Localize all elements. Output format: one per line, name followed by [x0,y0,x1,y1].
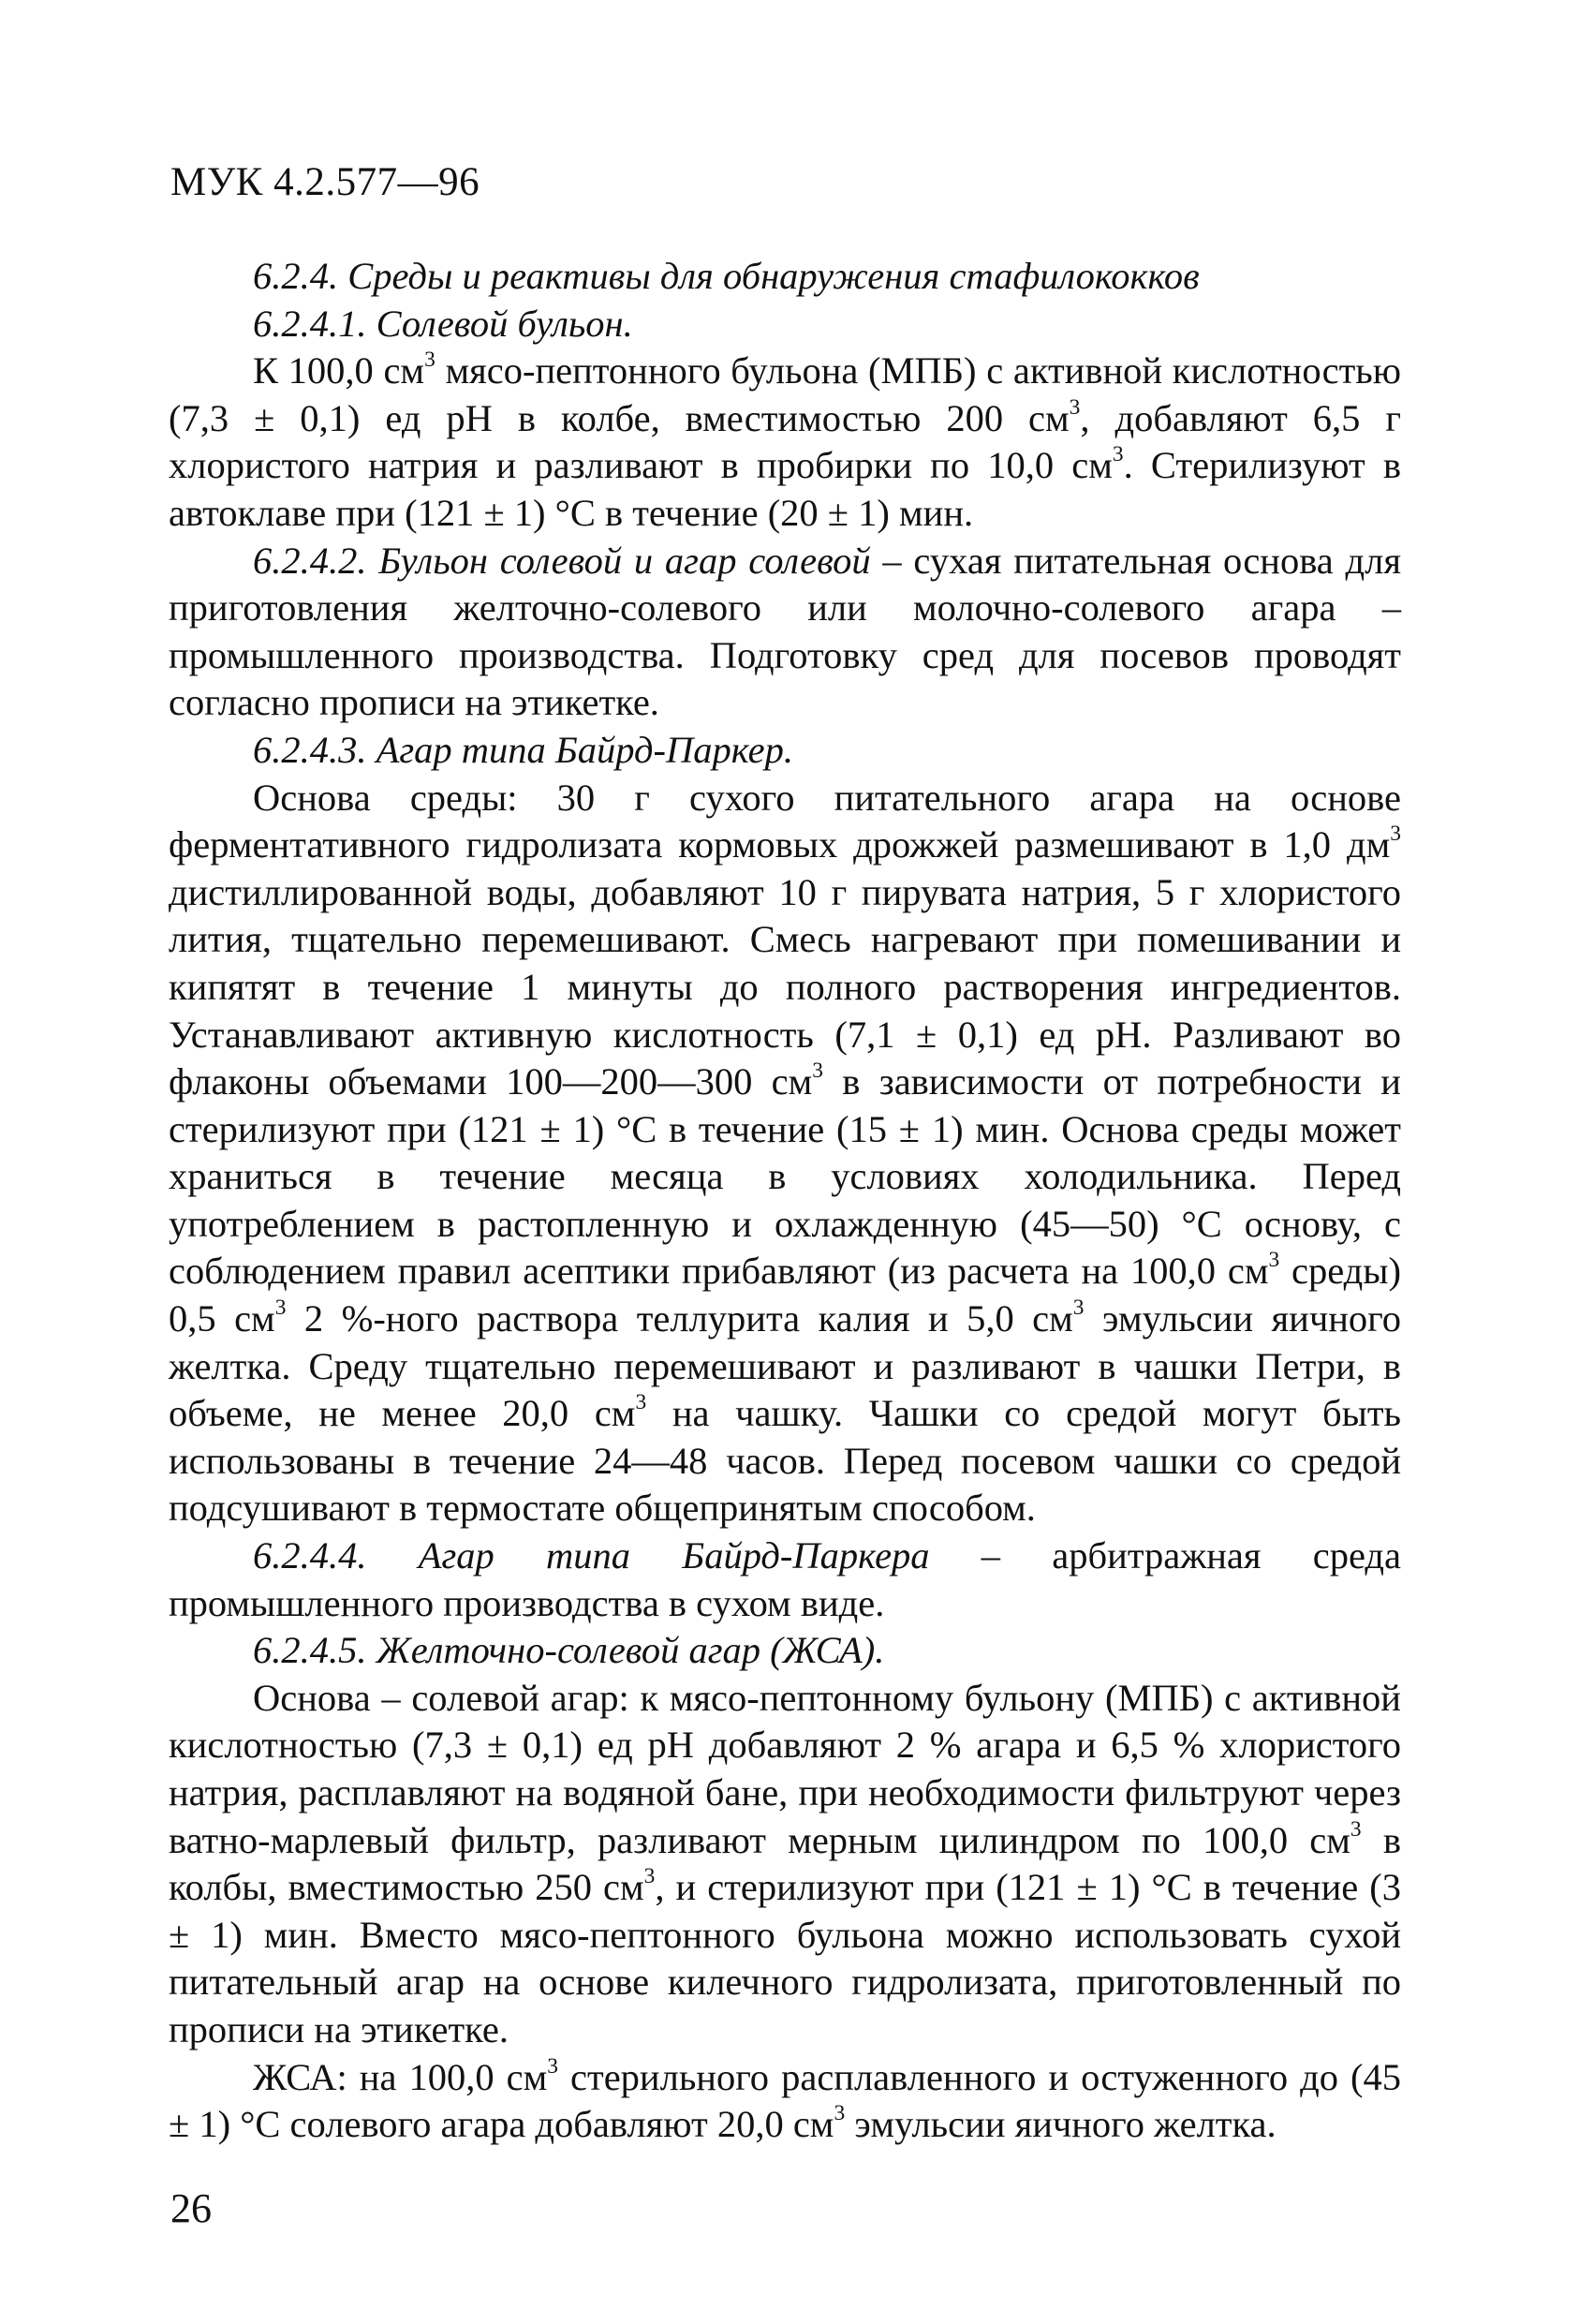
section-title: 6.2.4.1. Солевой бульон. [253,302,633,345]
paragraph: 6.2.4.2. Бульон солевой и агар солевой – сухая питательная основа для приготовления желточно-солевого или молочно-солевого агара – промышленного производства. Подготовку сред для посевов проводят согласно прописи на этикетке. [169,539,1401,724]
document-body [169,253,1401,2149]
section-title: 6.2.4.3. Агар типа Байрд-Паркер. [253,728,794,771]
section-title: 6.2.4.5. Желточно-солевой агар (ЖСА). [253,1629,885,1672]
superscript: 3 [547,2053,558,2079]
paragraph: Основа – солевой агар: к мясо-пептонному бульону (МПБ) с активной кислотностью (7,3 ± 0,1) ед рН добавляют 2 % агара и 6,5 % хлористого натрия, расплавляют на водяной бане, при необходимости фильтруют через ватно-марлевый фильтр, разливают мерным цилиндром по 100,0 $см^3$ в колбы, вместимостью 250 $см^3$, и стерилизуют при (121 ± 1) °С в течение (3 ± 1) мин. Вместо мясо-пептонного бульона можно использовать сухой питательный агар на основе килечного гидролизата, приготовленный по прописи на этикетке. [169,1676,1402,2050]
paragraph: ЖСА: на 100,0 $см^3$ стерильного расплавленного и остуженного до (45 ± 1) °С солевого агара добавляют 20,0 $см^3$ эмульсии яичного желтка. [169,2053,1402,2146]
section-title: 6.2.4.4. Агар типа Байрд-Паркера [253,1534,930,1577]
section-title: 6.2.4. Среды и реактивы для обнаружения стафилококков [253,255,1200,297]
superscript: 3 [274,1295,287,1321]
running-head: МУК 4.2.577—96 [170,160,480,204]
superscript: 3 [812,1058,824,1084]
page-number: 26 [170,2185,212,2231]
superscript: 3 [424,348,435,373]
section-6-2-4-heading [169,253,1401,301]
paragraph: К 100,0 $см^3$ мясо-пептонного бульона (МПБ) с активной кислотностью (7,3 ± 0,1) ед рН в колбе, вместимостью 200 $см^3$, добавляют 6,5 г хлористого натрия и разливают в пробирки по 10,0 $см^3$. Стерилизуют в автоклаве при (121 ± 1) °С в течение (20 ± 1) мин. [169,348,1401,534]
superscript: 3 [1112,442,1124,467]
paragraph: Основа среды: 30 г сухого питательного агара на основе ферментативного гидролизата кормовых дрожжей размешивают в 1,0 $дм^3$ дистиллированной воды, добавляют 10 г пирувата натрия, 5 г хлористого лития, тщательно перемешивают. Смесь нагревают при помешивании и кипятят в течение 1 минуты до полного растворения ингредиентов. Устанавливают активную кислотность (7,1 ± 0,1) ед рН. Разливают во флаконы объемами 100—200—300 $см^3$ в зависимости от потребности и стерилизуют при (121 ± 1) °С в течение (15 ± 1) мин. Основа среды может храниться в течение месяца в условиях холодильника. Перед употреблением в растопленную и охлажденную (45—50) °С основу, с соблюдением правил асептики прибавляют (из расчета на 100,0 $см^3$ среды) 0,5 $см^3$ 2 %-ного раствора теллурита калия и 5,0 $см^3$ эмульсии яичного желтка. Среду тщательно перемешивают и разливают в чашки Петри, в объеме, не менее 20,0 $см^3$ на чашку. Чашки со средой могут быть использованы в течение 24—48 часов. Перед посевом чашки со средой подсушивают в термостате общепринятым способом. [169,776,1401,1530]
section-title: 6.2.4.2. Бульон солевой и агар солевой [253,539,871,582]
superscript: 3 [1072,1295,1085,1321]
paragraph: 6.2.4.4. Агар типа Байрд-Паркера – арбитражная среда промышленного производства в сухом виде. [169,1534,1401,1624]
superscript: 3 [834,2101,846,2126]
section-6-2-4-5-heading [169,1627,1401,1675]
superscript: 3 [1069,394,1081,420]
superscript: 3 [1390,822,1401,847]
section-6-2-4-3-heading [169,727,1401,775]
superscript: 3 [635,1390,647,1415]
superscript: 3 [643,1864,656,1889]
section-6-2-4-1-heading [169,301,1401,348]
superscript: 3 [1268,1248,1280,1273]
superscript: 3 [1350,1816,1362,1842]
